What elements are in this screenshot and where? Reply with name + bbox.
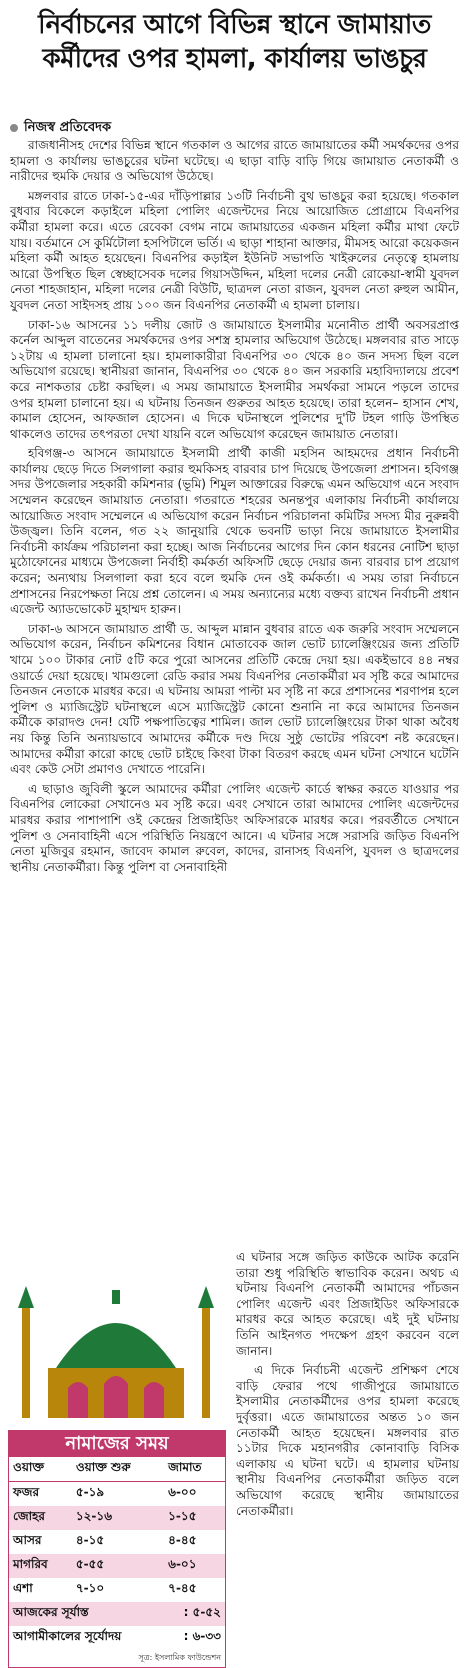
prayer-start: ৭-১০ [75, 1581, 105, 1595]
main-dome [56, 1323, 176, 1368]
prayer-name: ফজর [13, 1485, 40, 1499]
header-start: ওয়াক্ত শুরু [72, 1457, 164, 1482]
paragraph: মঙ্গলবার রাতে ঢাকা-১৫-এর দাঁড়িপাল্লার ১৩টি নির্বাচনী বুথ ভাঙচুর করা হয়েছে। গতকাল বুধবার বিকেলে কড়াইলে মহিলা পোলিং এজেন্টদের নিয়ে আয়োজিত প্রোগ্রামে বিএনপির কর্মীরা হামলা করে। এতে রেবেকা বেগম নামে জামায়াতের একজন মহিলা কর্মীর মাথা ফেটে যায়। বর্তমানে সে কুর্মিটোলা হসপিটালে ভর্তি। এ ছাড়া শাহানা আক্তার, মীমসহ আরো কয়েকজন মহিলা কর্মী আহত হয়েছেন। বিএনপির কড়াইল ইউনিট সভাপতি খাইরুলের নেতৃত্বে হামলায় আরো উপস্থিত ছিল স্বেচ্ছাসেবক দলের গিয়াসউদ্দিন, মহিলা দলের নেত্রী রোকেয়া-স্বামী যুবদল নেতা শাহজাহান, মহিলা দলের নেত্রী বিউটি, ছাত্রদল নেতা রাজন, যুবদল নেতা রুহুল আমীন, যুবদল নেতা সাইদসহ প্রায় ১০০ জন বিএনপির নেতাকর্মী এ হামলা চালায়। [10, 188, 459, 312]
paragraph: ঢাকা-৬ আসনে জামায়াত প্রার্থী ড. আব্দুল মান্নান বুধবার রাতে এক জরুরি সংবাদ সম্মেলনে অভিযোগ করেন, নির্বাচন কমিশনের বিধান মোতাবেক জাল ভোট চ্যালেঞ্জিংয়ের জন্য প্রতিটি খামে ১০০ টাকার নোট ৫টি করে পুরো আসনের প্রতিটি কেন্দ্রে দেয়া হয়। একইভাবে ৪৪ নম্বর ওয়ার্ডে দেয়া হয়েছে। খামগুলো রেডি করার সময় বিএনপির নেতাকর্মীরা মব সৃষ্টি করে আমাদের তিনজন নেতাকে মারধর করে। এ ঘটনায় আমরা পাল্টা মব সৃষ্টি না করে প্রশাসনের শরণাপন্ন হলে পুলিশ ও ম্যাজিস্ট্রেট ঘটনাস্থলে এসে ম্যাজিস্ট্রেট কোনো শুনানি না করে আমাদের তিনজন কর্মীকে কারাদণ্ড দেন! যেটি পক্ষপাতিত্বের শামিল। জাল ভোট চ্যালেঞ্জিংয়ের টাকা থাকা অবৈধ নয় কিন্তু তিনি অন্যায়ভাবে আমাদের কর্মীকে দণ্ড দিয়ে সুষ্ঠু ভোটের পরিবেশ নষ্ট করেছেন। আমাদের কর্মীরা কারো কাছে ভোট চাইছে কিংবা টাকা বিতরণ করছে এমন ঘটনা সেখানে ঘটেনি এবং কেউ সেটা প্রমাণও দেখাতে পারেনি। [10, 621, 459, 777]
prayer-jamaat: ৪-৪৫ [168, 1533, 197, 1547]
article-body-right-column [236, 1250, 459, 1523]
dome-finial [112, 1290, 120, 1304]
byline-text: নিজস্ব প্রতিবেদক [24, 120, 112, 135]
prayer-start: ৫-৫৫ [72, 1554, 164, 1578]
header-waqt: ওয়াক্ত [9, 1457, 72, 1482]
bullet-icon [10, 124, 18, 132]
arch-left [68, 1382, 88, 1418]
prayer-name: মাগরিব [9, 1554, 72, 1578]
mosque-illustration [8, 1268, 224, 1426]
minaret-right-cap [198, 1286, 214, 1308]
prayer-name: জোহর [9, 1506, 72, 1530]
paragraph: এ ছাড়াও জুবিলী স্কুলে আমাদের কর্মীরা পোলিং এজেন্ট কার্ডে স্বাক্ষর করতে যাওয়ার পর বিএনপির লোকেরা সেখানেও মব সৃষ্টি করে। এবং সেখানে তারা আমাদের পোলিং এজেন্টদের মারধর করার পাশাপাশি ওই কেন্দ্রের প্রিজাইডিং অফিসারকে মারধর করে। পরবর্তীতে সেখানে পুলিশ ও সেনাবাহিনী এসে পরিস্থিতি নিয়ন্ত্রণে আনে। এ ঘটনার সঙ্গে সরাসরি জড়িত বিএনপি নেতা মুজিবুর রহমান, জাবেদ কামাল রুবেল, কাদের, রানাসহ বিএনপি, যুবদল ও ছাত্রদলের স্থানীয় নেতাকর্মীরা। কিন্তু পুলিশ বা সেনাবাহিনী [10, 781, 459, 874]
prayer-jamaat: ৬-০০ [168, 1485, 197, 1499]
headline [0, 0, 469, 76]
paragraph: এ ঘটনার সঙ্গে জড়িত কাউকে আটক করেনি তারা শুধু পরিস্থিতি স্বাভাবিক করেন। অথচ এ ঘটনায় বিএনপি নেতাকর্মী আমাদের পাঁচজন পোলিং এজেন্ট এবং প্রিজাইডিং অফিসারকে মারধর করে আহত করেছে। এই দুই ঘটনায় তিনি আইনগত পদক্ষেপ গ্রহণ করবেন বলে জানান। [236, 1250, 459, 1358]
prayer-row [9, 1482, 225, 1507]
prayer-start: ১২-১৬ [72, 1506, 164, 1530]
paragraph: হবিগঞ্জ-৩ আসনে জামায়াতে ইসলামী প্রার্থী কাজী মহসিন আহমদের প্রধান নির্বাচনী কার্যালয় ছেড়ে দিতে সিলগালা করার হুমকিসহ বারবার চাপ দিয়েছে উপজেলা প্রশাসন। হবিগঞ্জ সদর উপজেলার সহকারী কমিশনার (ভূমি) শিমুল আক্তারের বিরুদ্ধে এমন অভিযোগ এনে সংবাদ সম্মেলন করেছেন জামায়াত নেতারা। গতরাতে শহরের অনন্তপুর এলাকায় নির্বাচনী কার্যালয়ে আয়োজিত সংবাদ সম্মেলনে এ অভিযোগ করেন নির্বাচন পরিচালনা কমিটির সদস্য মীর নুরুন্নবী উজ্জ্বল। তিনি বলেন, গত ২২ জানুয়ারি থেকে ভবনটি ভাড়া নিয়ে জামায়াতে ইসলামীর নির্বাচনী কার্যক্রম পরিচালনা করা হচ্ছে। আজ নির্বাচনের আগের দিন কোন ধরনের নোটিশ ছাড়া মুঠোফোনের মাধ্যমে উপজেলা নির্বাহী কর্মকর্তা অফিসটি ছেড়ে দেয়ার জন্য বারবার চাপ প্রয়োগ করেন; অন্যথায় সিলগালা করা হবে বলে হুমকি দেন ওই কর্মকর্তা। এ সময় তারা নির্বাচনে প্রশাসনের নিরপেক্ষতা নিয়ে প্রশ্ন তোলেন। এ সময় অন্যান্যের মধ্যে বক্তব্য রাখেন নির্বাচনী প্রধান এজেন্ট অ্যাডভোকেট মুহাম্মদ হারুন। [10, 446, 459, 617]
prayer-jamaat: ৭-৪৫ [168, 1581, 197, 1595]
headline-line-2: কর্মীদের ওপর হামলা, কার্যালয় ভাঙচুর [42, 44, 427, 74]
minaret-left [22, 1308, 30, 1418]
prayer-credit: সূত্র: ইসলামিক ফাউন্ডেশন [138, 1653, 221, 1662]
sunrise-label: আগামীকালের সূর্যোদয় [13, 1629, 122, 1643]
prayer-title: নামাজের সময় [9, 1431, 225, 1457]
prayer-row [9, 1530, 225, 1554]
prayer-header-row [9, 1457, 225, 1482]
prayer-table [9, 1457, 225, 1602]
minaret-right [202, 1308, 210, 1418]
headline-line-1: নির্বাচনের আগে বিভিন্ন স্থানে জামায়াত [38, 10, 431, 40]
prayer-jamaat: ৬-০১ [164, 1554, 225, 1578]
prayer-start: ৪-১৫ [75, 1533, 105, 1547]
prayer-row [9, 1506, 225, 1530]
sunrise-value: : ৬-৩৩ [183, 1629, 221, 1643]
byline [10, 118, 111, 139]
article-body [10, 138, 459, 879]
paragraph: রাজধানীসহ দেশের বিভিন্ন স্থানে গতকাল ও আগের রাতে জামায়াতের কর্মী সমর্থকদের ওপর হামলা ও কার্যালয় ভাঙচুরের ঘটনা ঘটেছে। এ ছাড়া বাড়ি বাড়ি গিয়ে জামায়াত নেতাকর্মী ও নারীদের হুমকি দেয়ার ও অভিযোগ উঠেছে। [10, 138, 459, 184]
prayer-name: আসর [13, 1533, 42, 1547]
prayer-row [9, 1554, 225, 1578]
header-jamaat: জামাত [164, 1457, 225, 1482]
prayer-jamaat: ১-১৫ [164, 1506, 225, 1530]
paragraph: ঢাকা-১৬ আসনের ১১ দলীয় জোট ও জামায়াতে ইসলামীর মনোনীত প্রার্থী অবসরপ্রাপ্ত কর্নেল আব্দুল বাতেনের সমর্থকদের ওপর সশস্ত্র হামলার অভিযোগ উঠেছে। মঙ্গলবার রাত সাড়ে ১২টায় এ হামলা চালানো হয়। হামলাকারীরা বিএনপির ৩০ থেকে ৪০ জন সদস্য ছিল বলে অভিযোগ রয়েছে। স্থানীয়রা জানান, বিএনপির ৩০ থেকে ৪০ জন সরকারি মহাবিদ্যালয়ে প্রবেশ করে নাশকতার চেষ্টা করছিল। এ সময় জামায়াতে ইসলামীর সমর্থকরা সামনে পড়লে তাদের ওপর হামলা চালানো হয়। এ ঘটনায় তিনজন গুরুতর আহত হয়েছে। তারা হলেন– হাসান শেখ, কামাল হোসেন, আফজাল হোসেন। এ দিকে ঘটনাস্থলে পুলিশের দু'টি টহল গাড়ি উপস্থিত থাকলেও তাদের তৎপরতা দেখা যায়নি বলে অভিযোগ করেছেন জামায়াত নেতারা। [10, 317, 459, 441]
minaret-left-cap [18, 1286, 34, 1308]
sunset-row [9, 1602, 225, 1626]
sunrise-row [9, 1626, 225, 1650]
sunset-label: আজকের সূর্যাস্ত [13, 1605, 89, 1619]
prayer-row [9, 1578, 225, 1602]
sunset-value: : ৫-৫২ [183, 1605, 221, 1619]
paragraph: এ দিকে নির্বাচনী এজেন্ট প্রশিক্ষণ শেষে বাড়ি ফেরার পথে গাজীপুরে জামায়াতে ইসলামীর নেতাকর্মীদের ওপর হামলা করেছে দুর্বৃত্তরা। এতে জামায়াতের অন্তত ১০ জন নেতাকর্মী আহত হয়েছেন। মঙ্গলবার রাত ১১টার দিকে মহানগরীর কোনাবাড়ি বিসিক এলাকায় এ ঘটনা ঘটে। এ হামলার ঘটনায় স্থানীয় বিএনপির নেতাকর্মীরা জড়িত বলে অভিযোগ করেছে স্থানীয় জামায়াতের নেতাকর্মীরা। [236, 1363, 459, 1518]
prayer-name: এশা [13, 1581, 33, 1595]
arch-center [104, 1376, 128, 1418]
arch-right [144, 1382, 164, 1418]
prayer-times-box [8, 1430, 226, 1668]
prayer-start: ৫-১৯ [75, 1485, 105, 1499]
